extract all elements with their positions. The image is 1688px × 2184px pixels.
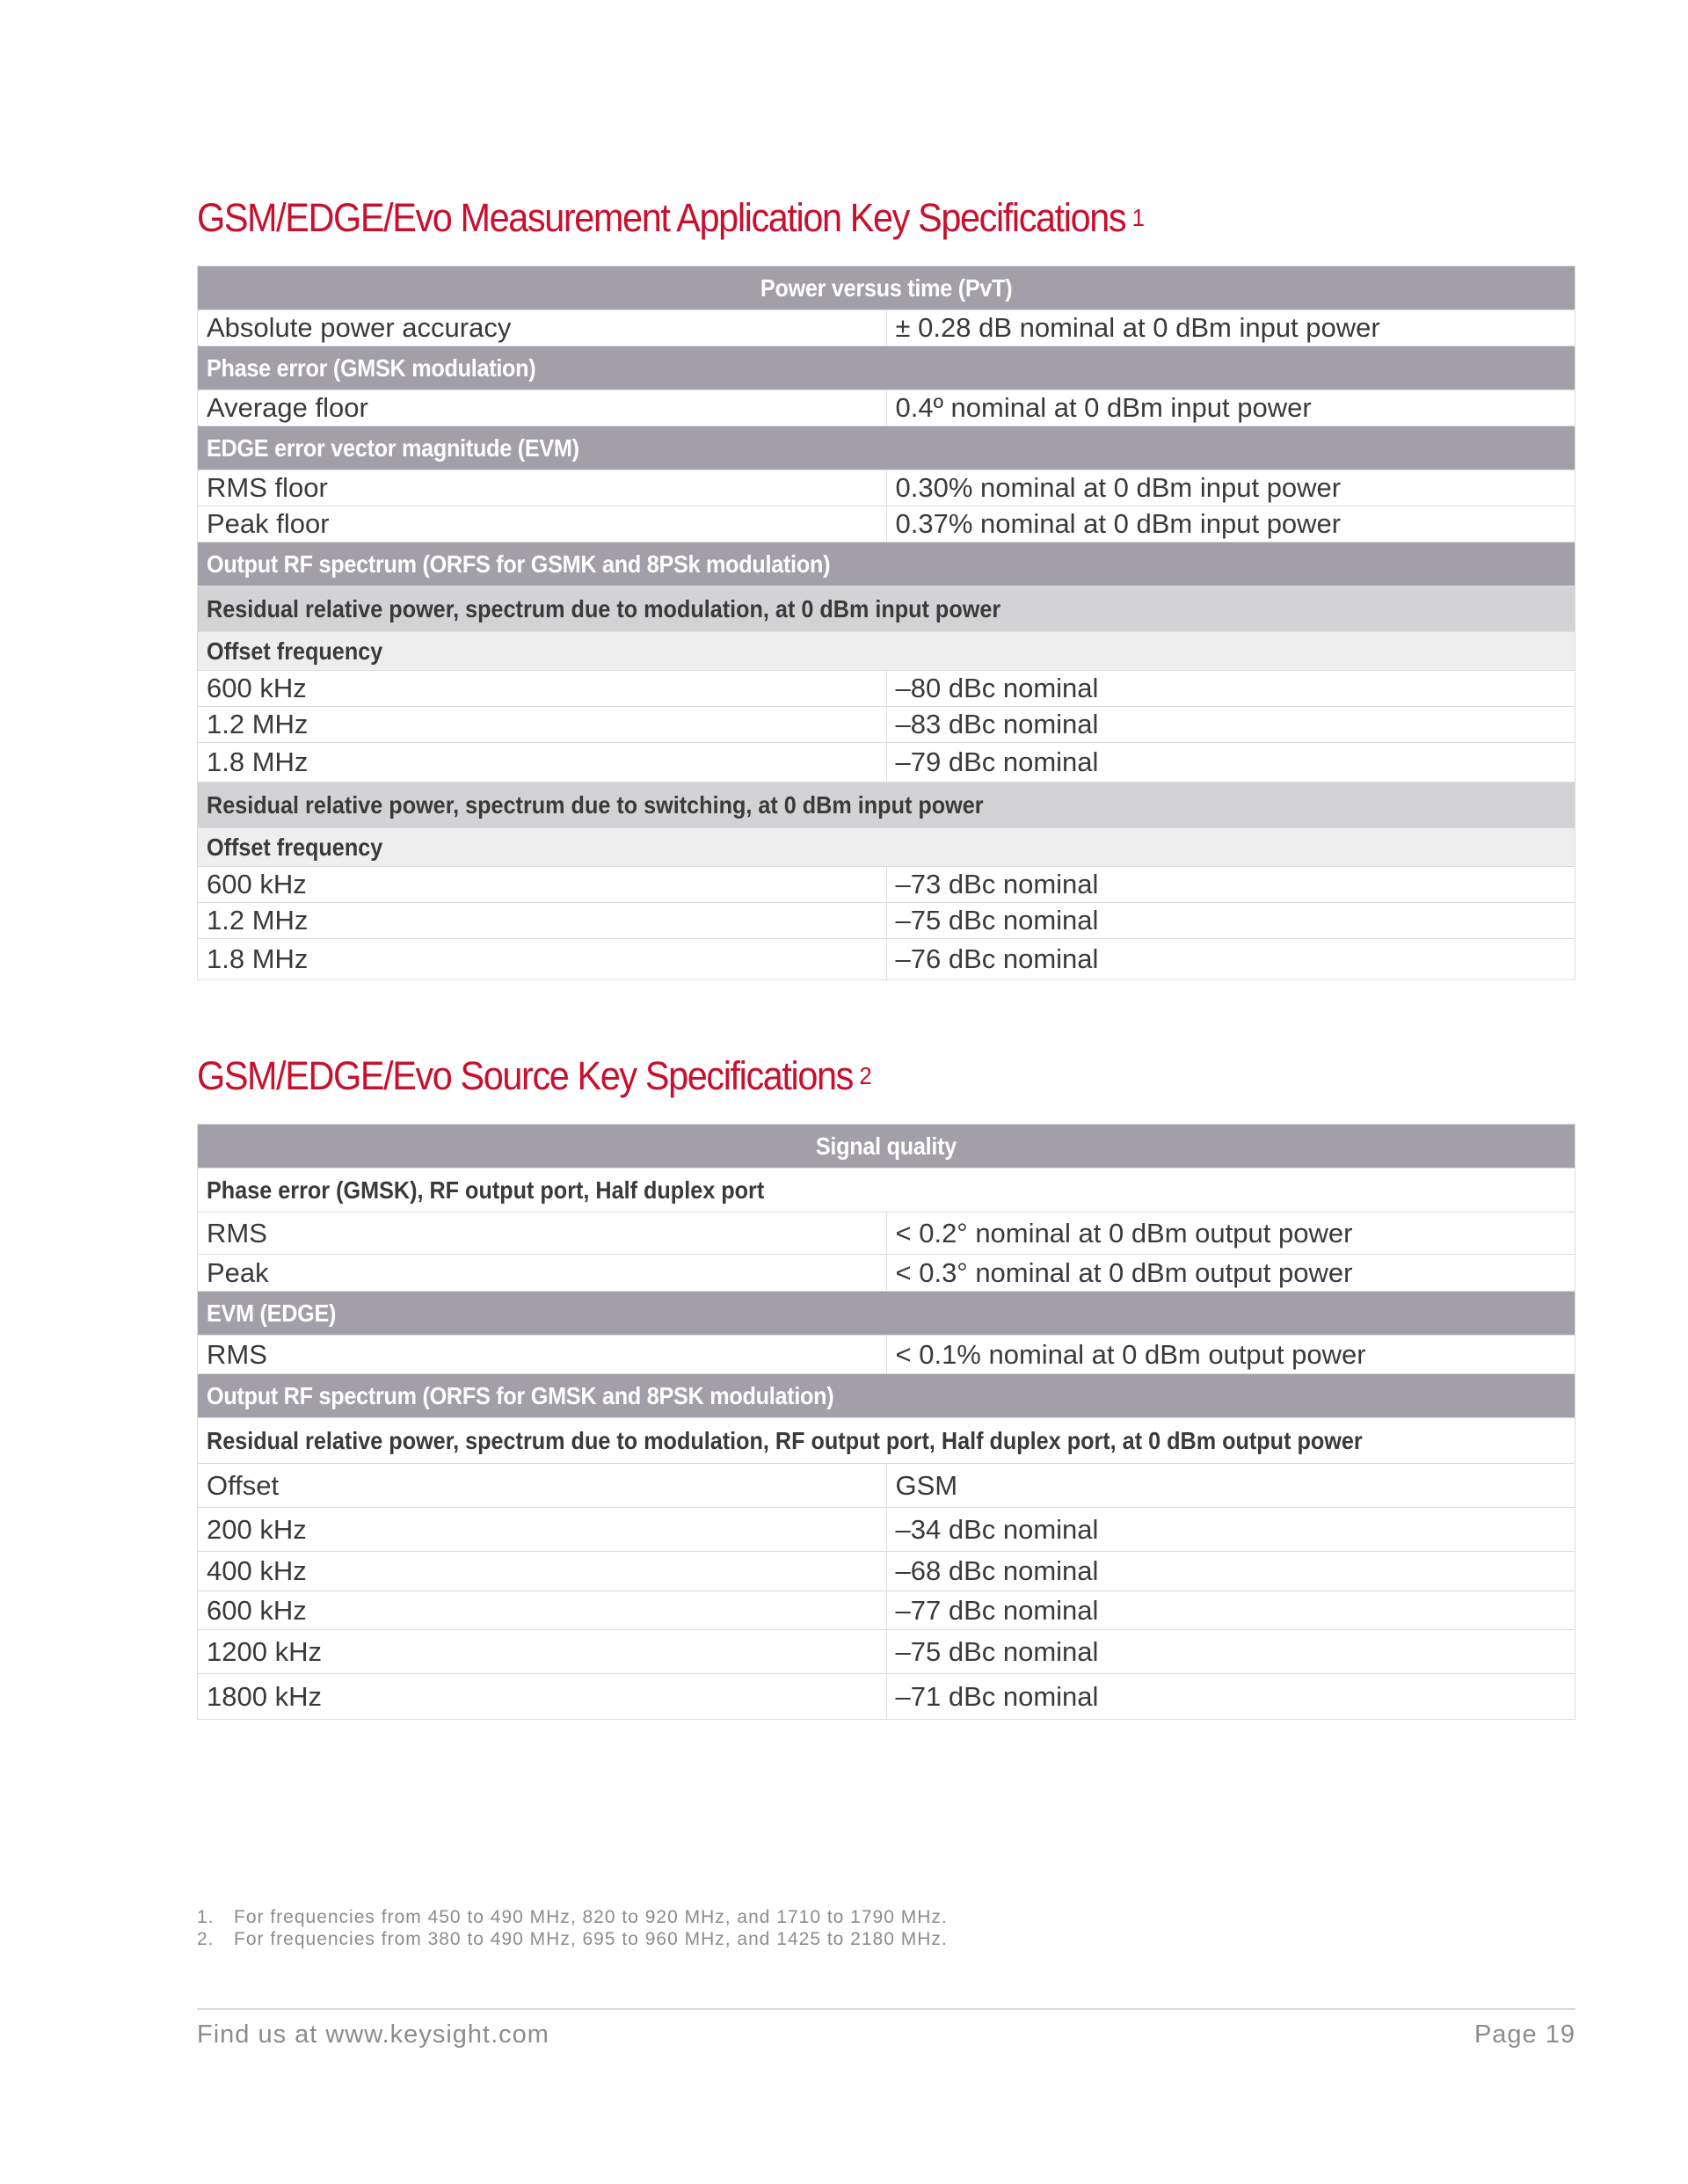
table-row	[198, 1212, 1575, 1255]
row-label: 1.2 MHz	[198, 903, 887, 939]
table-row	[198, 390, 1575, 426]
table-row	[198, 1674, 1575, 1720]
table-section-header	[198, 542, 1575, 586]
evm-header: EDGE error vector magnitude (EVM)	[198, 426, 1575, 470]
footnotes	[197, 1906, 948, 1950]
table-row	[198, 1255, 1575, 1292]
row-value: < 0.1% nominal at 0 dBm output power	[886, 1336, 1575, 1374]
table-row	[198, 1508, 1575, 1552]
orfs-header: Output RF spectrum (ORFS for GMSK and 8PSK modulation)	[198, 1374, 1575, 1418]
row-value: –79 dBc nominal	[886, 743, 1575, 783]
row-value: –68 dBc nominal	[886, 1552, 1575, 1591]
row-label: Absolute power accuracy	[198, 310, 887, 346]
row-label: RMS	[198, 1212, 887, 1255]
row-value: –75 dBc nominal	[886, 903, 1575, 939]
table-section-header	[198, 346, 1575, 390]
row-value: < 0.2° nominal at 0 dBm output power	[886, 1212, 1575, 1255]
row-value: –80 dBc nominal	[886, 671, 1575, 707]
row-label: 400 kHz	[198, 1552, 887, 1591]
table-section-header	[198, 1125, 1575, 1168]
switching-subheader: Residual relative power, spectrum due to switching, at 0 dBm input power	[198, 783, 1575, 828]
table-row	[198, 470, 1575, 506]
table-row	[198, 671, 1575, 707]
table-row	[198, 506, 1575, 542]
row-value: –76 dBc nominal	[886, 939, 1575, 980]
offset-label: Offset	[198, 1464, 887, 1508]
table-section-header	[198, 266, 1575, 310]
table-subheader	[198, 586, 1575, 632]
row-value: –75 dBc nominal	[886, 1630, 1575, 1674]
source-spec-table	[197, 1124, 1575, 1720]
table-row	[198, 1630, 1575, 1674]
row-value: ± 0.28 dB nominal at 0 dBm input power	[886, 310, 1575, 346]
orfs-header: Output RF spectrum (ORFS for GSMK and 8PSk modulation)	[198, 542, 1575, 586]
table-section-header	[198, 426, 1575, 470]
table-subheader	[198, 783, 1575, 828]
row-label: 1.8 MHz	[198, 939, 887, 980]
row-label: 200 kHz	[198, 1508, 887, 1552]
row-label: 600 kHz	[198, 867, 887, 903]
phase-error-header: Phase error (GMSK modulation)	[198, 346, 1575, 390]
row-value: –71 dBc nominal	[886, 1674, 1575, 1720]
row-value: 0.30% nominal at 0 dBm input power	[886, 470, 1575, 506]
table-row	[198, 1336, 1575, 1374]
row-value: –77 dBc nominal	[886, 1591, 1575, 1630]
table-subheader	[198, 1418, 1575, 1464]
row-label: 600 kHz	[198, 671, 887, 707]
section2-title: GSM/EDGE/Evo Source Key Specifications $^2$	[197, 1053, 871, 1098]
row-label: Peak	[198, 1255, 887, 1292]
table-row	[198, 1591, 1575, 1630]
footnote-ref-1: 1	[1131, 204, 1144, 231]
footnote-ref-2: 2	[859, 1062, 871, 1089]
evm-edge-header: EVM (EDGE)	[198, 1292, 1575, 1336]
phase-error-subheader: Phase error (GMSK), RF output port, Half duplex port	[198, 1168, 1575, 1212]
table-subheader	[198, 632, 1575, 671]
table-row	[198, 903, 1575, 939]
modulation-subheader: Residual relative power, spectrum due to modulation, at 0 dBm input power	[198, 586, 1575, 632]
signal-quality-header: Signal quality	[198, 1125, 1575, 1168]
table-row	[198, 743, 1575, 783]
table-subheader	[198, 828, 1575, 867]
row-label: RMS	[198, 1336, 887, 1374]
table-row	[198, 867, 1575, 903]
page-number: Page 19	[1473, 2020, 1575, 2049]
table-row	[198, 939, 1575, 980]
row-label: 1200 kHz	[198, 1630, 887, 1674]
modulation-subheader: Residual relative power, spectrum due to modulation, RF output port, Half duplex port, at 0 dBm output power	[198, 1418, 1575, 1464]
pvt-header: Power versus time (PvT)	[198, 266, 1575, 310]
table-row	[198, 1464, 1575, 1508]
offset-frequency-label: Offset frequency	[198, 828, 1575, 867]
row-label: 1800 kHz	[198, 1674, 887, 1720]
row-value: 0.37% nominal at 0 dBm input power	[886, 506, 1575, 542]
offset-standard: GSM	[886, 1464, 1575, 1508]
footer-divider	[197, 2008, 1575, 2010]
table-subheader	[198, 1168, 1575, 1212]
row-value: 0.4º nominal at 0 dBm input power	[886, 390, 1575, 426]
offset-frequency-label: Offset frequency	[198, 632, 1575, 671]
row-label: RMS floor	[198, 470, 887, 506]
table-row	[198, 707, 1575, 743]
measurement-spec-table	[197, 266, 1575, 980]
row-value: –83 dBc nominal	[886, 707, 1575, 743]
footnote: 1. For frequencies from 450 to 490 MHz, 820 to 920 MHz, and 1710 to 1790 MHz.	[197, 1907, 948, 1927]
footnote: 2. For frequencies from 380 to 490 MHz, 695 to 960 MHz, and 1425 to 2180 MHz.	[197, 1929, 948, 1949]
row-label: 1.8 MHz	[198, 743, 887, 783]
table-row	[198, 1552, 1575, 1591]
row-label: Average floor	[198, 390, 887, 426]
footer-website: Find us at www.keysight.com	[197, 2020, 549, 2049]
row-label: 1.2 MHz	[198, 707, 887, 743]
section1-title: GSM/EDGE/Evo Measurement Application Key Specifications $^1$	[197, 195, 1144, 240]
row-label: 600 kHz	[198, 1591, 887, 1630]
row-value: –34 dBc nominal	[886, 1508, 1575, 1552]
table-section-header	[198, 1374, 1575, 1418]
row-value: < 0.3° nominal at 0 dBm output power	[886, 1255, 1575, 1292]
table-row	[198, 310, 1575, 346]
row-value: –73 dBc nominal	[886, 867, 1575, 903]
row-label: Peak floor	[198, 506, 887, 542]
table-section-header	[198, 1292, 1575, 1336]
